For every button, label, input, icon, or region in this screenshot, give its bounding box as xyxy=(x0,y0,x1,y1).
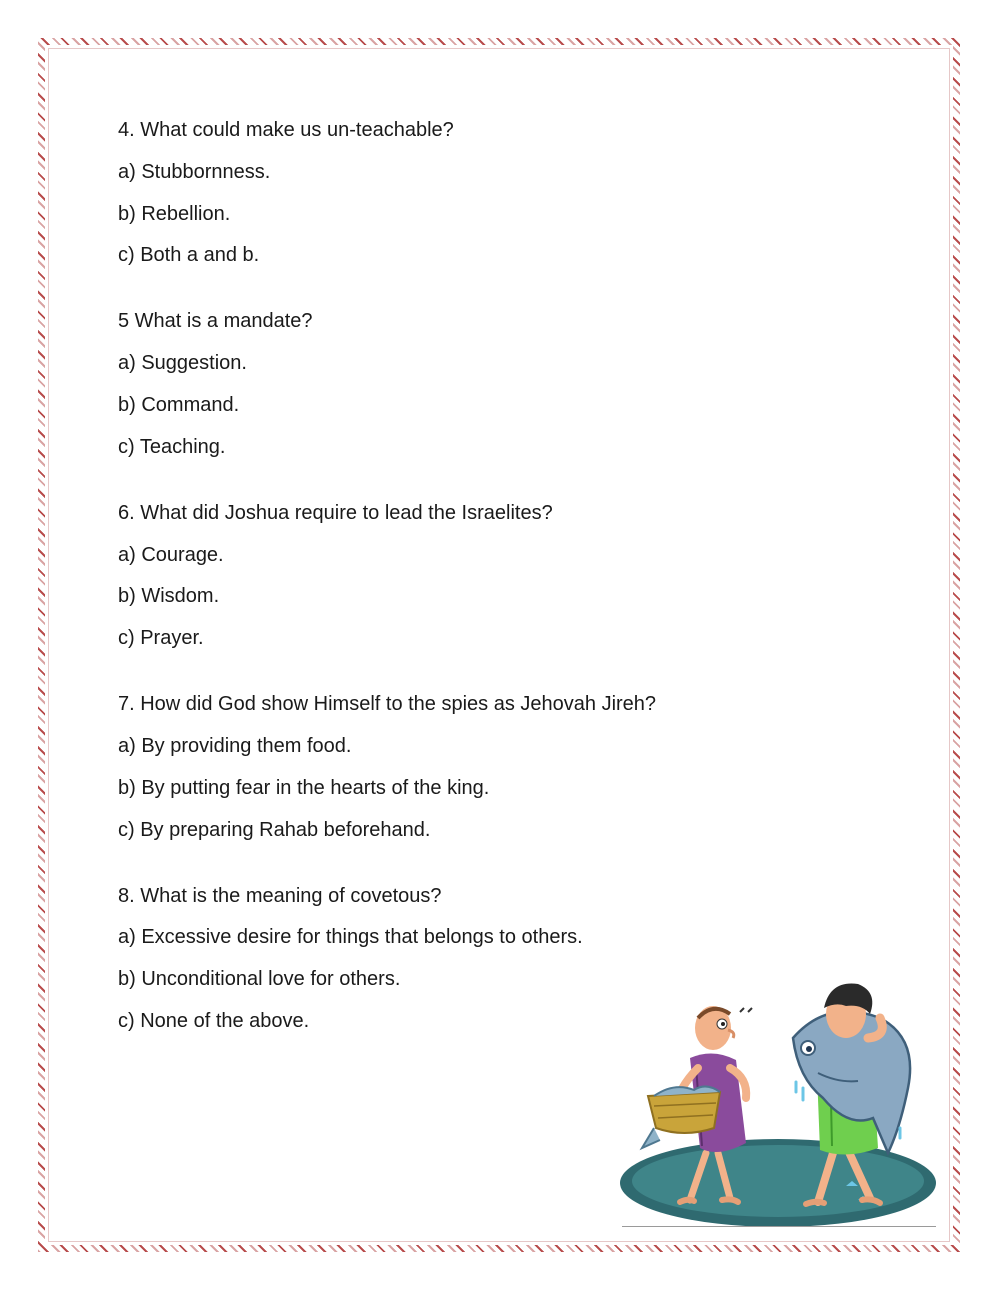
illustration-baseline xyxy=(622,1226,936,1227)
option-a: a) Excessive desire for things that belongs to others. xyxy=(118,926,583,949)
question-4 xyxy=(118,118,678,267)
question-prompt: 5 What is a mandate? xyxy=(118,310,313,333)
option-c: c) Teaching. xyxy=(118,435,226,458)
option-a: a) Courage. xyxy=(118,543,224,566)
option-b: b) Unconditional love for others. xyxy=(118,968,401,991)
two-men-carrying-fish-icon xyxy=(618,978,940,1233)
option-b: b) Rebellion. xyxy=(118,202,231,225)
question-5 xyxy=(118,309,678,458)
question-prompt: 6. What did Joshua require to lead the Israelites? xyxy=(118,501,553,524)
question-6 xyxy=(118,501,678,650)
question-prompt: 7. How did God show Himself to the spies as Jehovah Jireh? xyxy=(118,693,657,716)
option-c: c) None of the above. xyxy=(118,1009,310,1032)
option-c: c) Both a and b. xyxy=(118,244,260,267)
option-b: b) Wisdom. xyxy=(118,585,220,608)
option-a: a) Suggestion. xyxy=(118,352,247,375)
question-8 xyxy=(118,884,678,1033)
quiz-questions xyxy=(118,118,678,1075)
option-c: c) Prayer. xyxy=(118,627,204,650)
option-b: b) By putting fear in the hearts of the king. xyxy=(118,776,490,799)
question-prompt: 4. What could make us un-teachable? xyxy=(118,119,454,141)
option-a: a) Stubbornness. xyxy=(118,160,271,183)
option-c: c) By preparing Rahab beforehand. xyxy=(118,818,431,841)
option-b: b) Command. xyxy=(118,393,240,416)
option-a: a) By providing them food. xyxy=(118,734,352,757)
question-prompt: 8. What is the meaning of covetous? xyxy=(118,884,442,907)
question-7 xyxy=(118,692,678,841)
